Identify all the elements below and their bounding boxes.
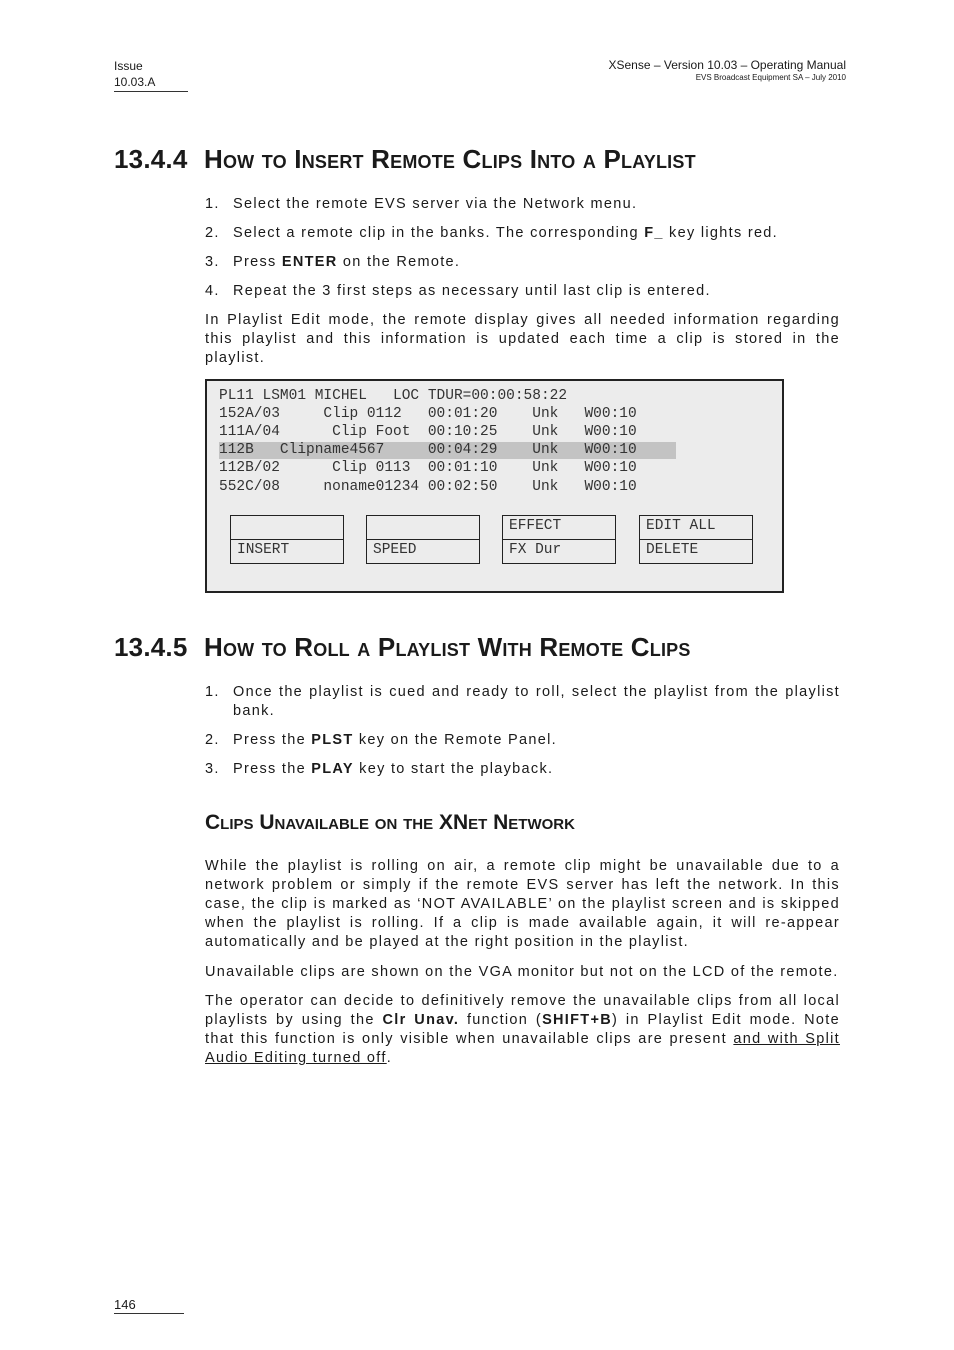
step-text: Press ENTER on the Remote. [233,254,461,270]
manual-title-block [609,58,847,83]
section-title: How to Insert Remote Clips Into a Playlist [204,144,696,174]
section-heading-13-4-4 [114,144,696,175]
display-row: 152A/03 Clip 0112 00:01:20 Unk W00:10 [219,406,637,422]
display-row: 111A/04 Clip Foot 00:10:25 Unk W00:10 [219,424,637,440]
playlist-edit-paragraph: In Playlist Edit mode, the remote display gives all needed information regarding this playlist and this information is updated each time a clip is stored in the playlist. [205,312,840,366]
display-header-line: PL11 LSM01 MICHEL LOC TDUR=00:00:58:22 [219,388,568,404]
remote-display [205,379,784,593]
step-item [205,731,840,750]
step-number: 4. [205,283,220,299]
section-number: 13.4.5 [114,632,188,662]
key-name: PLST [311,732,354,748]
step-number: 3. [205,254,220,270]
unavailable-paragraph-3: The operator can decide to definitively remove the unavailable clips from all local playlists by using the Clr Unav. function (SHIFT+B) in Playlist Edit mode. Note that this function is only visible when unavailable clips are present and with Split Audio Editing turned off. [205,993,840,1066]
unavailable-paragraph-2: Unavailable clips are shown on the VGA monitor but not on the LCD of the remote. [205,964,839,980]
step-number: 2. [205,225,220,241]
page-number: 146 [114,1297,136,1312]
step-number: 2. [205,732,220,748]
page-footer [114,1297,184,1314]
key-combo: SHIFT+B [542,1012,612,1028]
step-text: Press the PLAY key to start the playback. [233,761,554,777]
step-text: Repeat the 3 first steps as necessary until last clip is entered. [233,283,711,299]
step-text: Select a remote clip in the banks. The corresponding F_ key lights red. [233,225,779,241]
display-row: 552C/08 noname01234 00:02:50 Unk W00:10 [219,479,637,495]
step-text: Press the PLST key on the Remote Panel. [233,732,557,748]
display-row: 112B/02 Clip 0113 00:01:10 Unk W00:10 [219,460,637,476]
step-item [205,253,840,272]
step-item [205,224,840,243]
step-number: 1. [205,196,220,212]
key-name: PLAY [311,761,354,777]
unavailable-paragraph-1: While the playlist is rolling on air, a remote clip might be unavailable due to a network problem or simply if the remote EVS server has left the network. In this case, the clip is marked as ‘NOT AVAILABLE’ on the playlist screen and is skipped when the playlist is rolling. If a clip is made available again, it will re-appear automatically and be played at the right position in the playlist. [205,858,840,950]
subsection-heading: Clips Unavailable on the XNet Network [205,811,575,834]
header-rule [114,91,188,92]
step-text: Once the playlist is cued and ready to roll, select the playlist from the playlist bank. [233,684,840,719]
display-row-highlighted: 112B Clipname4567 00:04:29 Unk W00:10 [219,442,637,458]
step-item [205,195,840,214]
manual-title: XSense – Version 10.03 – Operating Manual [608,58,846,72]
function-key-edit-all[interactable]: EDIT ALL DELETE [639,515,753,564]
step-item [205,683,840,721]
issue-value: 10.03.A [114,75,156,89]
function-key-insert[interactable]: INSERT [230,515,344,564]
function-key-speed[interactable]: SPEED [366,515,480,564]
key-name: F_ [644,225,664,241]
company-line: EVS Broadcast Equipment SA – July 2010 [695,73,846,82]
footer-rule [114,1313,184,1314]
step-item [205,760,840,779]
step-item [205,282,840,301]
function-key-effect[interactable]: EFFECT FX Dur [502,515,616,564]
section-number: 13.4.4 [114,144,188,174]
underlined-condition: and with Split Audio Editing turned off [205,1031,840,1066]
function-name: Clr Unav. [382,1012,460,1028]
section-heading-13-4-5 [114,632,691,663]
issue-block [114,58,188,92]
step-text: Select the remote EVS server via the Network menu. [233,196,638,212]
step-number: 3. [205,761,220,777]
step-number: 1. [205,684,220,700]
issue-label: Issue [114,59,143,73]
section-title: How to Roll a Playlist With Remote Clips [204,632,691,662]
key-name: ENTER [281,254,338,270]
